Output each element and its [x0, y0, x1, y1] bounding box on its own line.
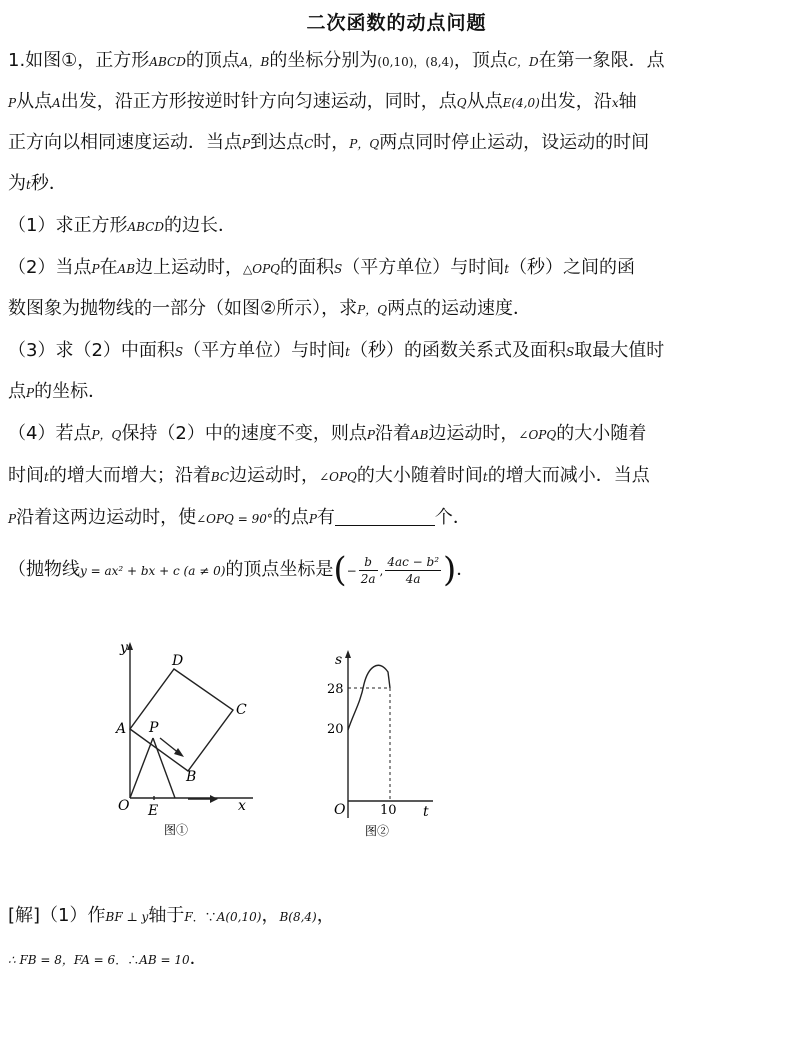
- label-b: B: [186, 769, 197, 785]
- label-d: D: [172, 653, 184, 669]
- question-1: （1）求正方形ABCD的边长．: [8, 215, 236, 236]
- segment-op: [130, 738, 153, 798]
- s-axis-arrow-icon: [345, 650, 351, 658]
- question-4-line-2: 时间t的增大而增大；沿着BC边运动时，∠OPQ的大小随着时间t的增大而减小．当点: [8, 465, 650, 486]
- label-t: t: [423, 804, 429, 820]
- question-4-line-1: （4）若点P，Q保持（2）中的速度不变，则点P沿着AB边运动时，∠OPQ的大小随着: [8, 423, 647, 444]
- label-o: O: [334, 802, 346, 818]
- label-p: P: [149, 720, 159, 736]
- figure-1-caption: 图①: [164, 823, 189, 837]
- document-title: 二次函数的动点问题: [306, 12, 487, 34]
- question-4-line-3: P沿着这两边运动时，使∠OPQ = 90°的点P有 个．: [8, 507, 471, 528]
- question-3-line-2: 点P的坐标．: [8, 381, 107, 402]
- fraction-b-over-2a: $\frac{b}{2a}$: [360, 554, 376, 586]
- solution-line-1: [解]（1）作BF ⊥ y轴于F．∵A(0,10)，B(8,4)，: [8, 905, 335, 926]
- problem-line-4: 为t秒．: [8, 173, 67, 194]
- problem-line-3: 正方向以相同速度运动．当点P到达点C时，P，Q两点同时停止运动，设运动的时间: [8, 132, 650, 153]
- label-o: O: [118, 798, 130, 814]
- tick-label-20: 20: [327, 722, 344, 737]
- problem-line-1: 1.如图①，正方形ABCD的顶点A，B的坐标分别为(0,10)，(8,4)，顶点C，D在第一象限．点: [8, 50, 665, 71]
- problem-line-2: P从点A出发，沿正方形按逆时针方向匀速运动，同时，点Q从点E(4,0)出发，沿x轴: [8, 91, 637, 112]
- fraction-discriminant: $\frac{\text{4ac − b²}}{4a}$: [387, 554, 440, 586]
- figure-1-diagram: [108, 638, 268, 843]
- answer-blank[interactable]: [335, 507, 435, 526]
- label-y: y: [120, 640, 128, 656]
- question-2-line-1: （2）当点P在AB边上运动时，△OPQ的面积S（平方单位）与时间t（秒）之间的函: [8, 257, 636, 278]
- question-2-line-2: 数图象为抛物线的一部分（如图②所示），求P，Q两点的运动速度．: [8, 298, 532, 319]
- q-arrow-head-icon: [210, 795, 218, 803]
- p-arrow-head-icon: [174, 748, 184, 757]
- label-s: s: [335, 652, 343, 668]
- tick-label-10: 10: [380, 803, 397, 818]
- label-a: A: [116, 721, 127, 737]
- figure-2-caption: 图②: [365, 824, 390, 838]
- label-c: C: [236, 702, 247, 718]
- question-3-line-1: （3）求（2）中面积S（平方单位）与时间t（秒）的函数关系式及面积S取最大值时: [8, 340, 665, 361]
- figure-2-graph: [318, 650, 448, 845]
- solution-line-2: ∴ FB = 8，FA = 6．∴AB = 10．: [8, 948, 208, 969]
- tick-label-28: 28: [327, 682, 344, 697]
- hint-line: （抛物线y = ax² + bx + c (a ≠ 0)的顶点坐标是(− $\frac{b}{2a}$ , $\frac{\text{4ac − b²}}{4a}$ )．: [8, 550, 475, 590]
- label-x: x: [238, 798, 246, 814]
- label-e: E: [148, 803, 159, 819]
- parabola-curve: [348, 665, 390, 730]
